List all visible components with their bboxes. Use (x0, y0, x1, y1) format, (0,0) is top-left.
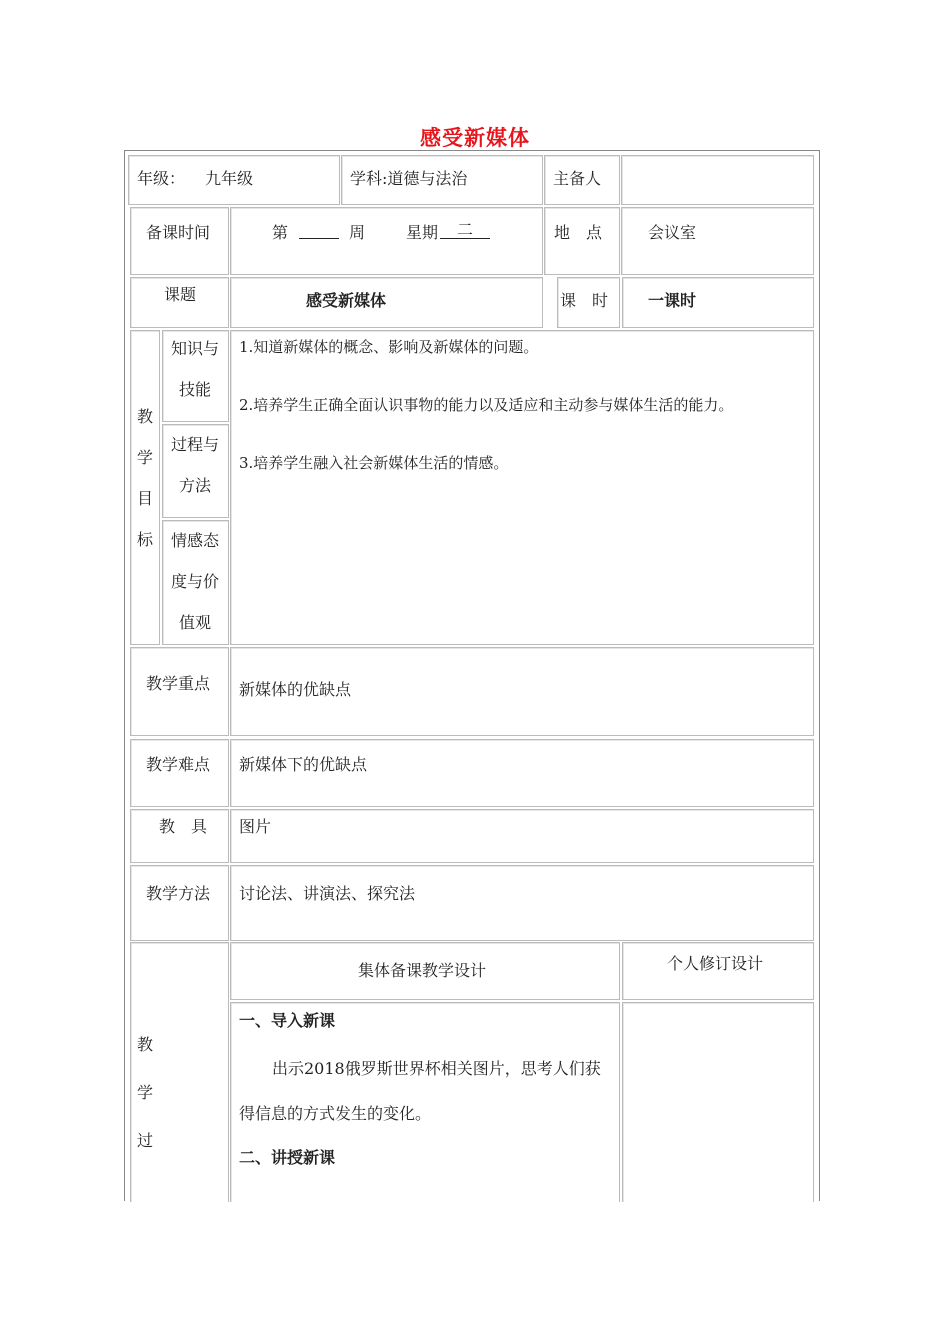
goal-process-cell (162, 424, 229, 518)
place-label: 地 点 (554, 223, 603, 242)
lesson-plan-table (124, 150, 820, 1201)
topic-label: 课题 (164, 285, 197, 304)
weekday-prefix: 星期 (406, 223, 439, 242)
key-point-value: 新媒体的优缺点 (239, 680, 352, 699)
goals-side-char-2: 学 (137, 448, 154, 467)
goal-item-3: 3.培养学生融入社会新媒体生活的情感。 (239, 454, 509, 472)
process-side-char-1: 教 (137, 1035, 154, 1054)
goal-process-line2: 方法 (179, 476, 212, 495)
collective-design-header: 集体备课教学设计 (358, 961, 487, 980)
key-point-label-cell (130, 647, 229, 736)
subject-cell (341, 155, 543, 205)
tools-label: 教 具 (159, 817, 208, 836)
topic-value-cell (230, 277, 543, 328)
collective-design-content-cell (230, 1002, 620, 1202)
time-label-cell (130, 207, 229, 275)
week-prefix: 第 (272, 223, 289, 242)
goal-item-2: 2.培养学生正确全面认识事物的能力以及适应和主动参与媒体生活的能力。 (239, 396, 734, 414)
tools-value-cell (230, 809, 814, 863)
goal-knowledge-line2: 技能 (179, 380, 212, 399)
period-label-cell (557, 277, 620, 328)
section2-title: 二、讲授新课 (239, 1148, 336, 1167)
tools-value: 图片 (239, 817, 272, 836)
goals-side-char-3: 目 (137, 489, 154, 508)
page-title: 感受新媒体 (420, 126, 530, 150)
period-label: 课 时 (560, 291, 609, 310)
personal-design-header: 个人修订设计 (667, 954, 764, 973)
method-value: 讨论法、讲演法、探究法 (239, 884, 416, 903)
topic-label-cell (130, 277, 229, 328)
goals-side-char-1: 教 (137, 407, 154, 426)
time-value-cell (230, 207, 543, 275)
process-side-char-2: 学 (137, 1083, 154, 1102)
tools-label-cell (130, 809, 229, 863)
difficulty-value-cell (230, 739, 814, 807)
personal-design-content-cell (622, 1002, 814, 1202)
grade-cell (128, 155, 340, 205)
week-value (299, 222, 339, 239)
personal-design-header-cell (622, 942, 814, 1000)
key-point-label: 教学重点 (146, 674, 211, 693)
topic-value: 感受新媒体 (306, 291, 387, 310)
goals-side-char-4: 标 (137, 530, 154, 549)
section1-line2: 得信息的方式发生的变化。 (239, 1104, 432, 1123)
goal-emotion-line1: 情感态 (171, 531, 220, 550)
goals-content-cell (230, 330, 814, 645)
preparer-label-cell (544, 155, 620, 205)
place-value-cell (621, 207, 814, 275)
process-side-char-3: 过 (137, 1131, 154, 1150)
method-value-cell (230, 865, 814, 941)
goal-emotion-line3: 值观 (179, 613, 212, 632)
goal-item-1: 1.知道新媒体的概念、影响及新媒体的问题。 (239, 338, 539, 356)
weekday-value: 二 (440, 222, 490, 239)
goals-side-cell (130, 330, 160, 645)
goal-knowledge-cell (162, 330, 229, 422)
period-value: 一课时 (648, 291, 697, 310)
goal-knowledge-line1: 知识与 (171, 339, 220, 358)
period-value-cell (622, 277, 814, 328)
goal-process-line1: 过程与 (171, 435, 220, 454)
preparer-label: 主备人 (553, 169, 602, 188)
difficulty-value: 新媒体下的优缺点 (239, 755, 368, 774)
key-point-value-cell (230, 647, 814, 736)
section1-line1: 出示2018俄罗斯世界杯相关图片，思考人们获 (272, 1059, 601, 1078)
section1-title: 一、导入新课 (239, 1011, 336, 1030)
grade-label: 年级： (137, 169, 186, 188)
method-label-cell (130, 865, 229, 941)
place-value: 会议室 (648, 223, 697, 242)
preparer-value-cell (621, 155, 814, 205)
process-side-cell (130, 942, 229, 1202)
subject-text: 学科:道德与法治 (350, 169, 468, 188)
week-suffix: 周 (349, 223, 366, 242)
method-label: 教学方法 (146, 884, 211, 903)
collective-design-header-cell (230, 942, 620, 1000)
difficulty-label-cell (130, 739, 229, 807)
time-label: 备课时间 (146, 223, 211, 242)
difficulty-label: 教学难点 (146, 755, 211, 774)
goal-emotion-cell (162, 520, 229, 645)
grade-value: 九年级 (205, 169, 254, 188)
place-label-cell (544, 207, 620, 275)
goal-emotion-line2: 度与价 (171, 572, 220, 591)
